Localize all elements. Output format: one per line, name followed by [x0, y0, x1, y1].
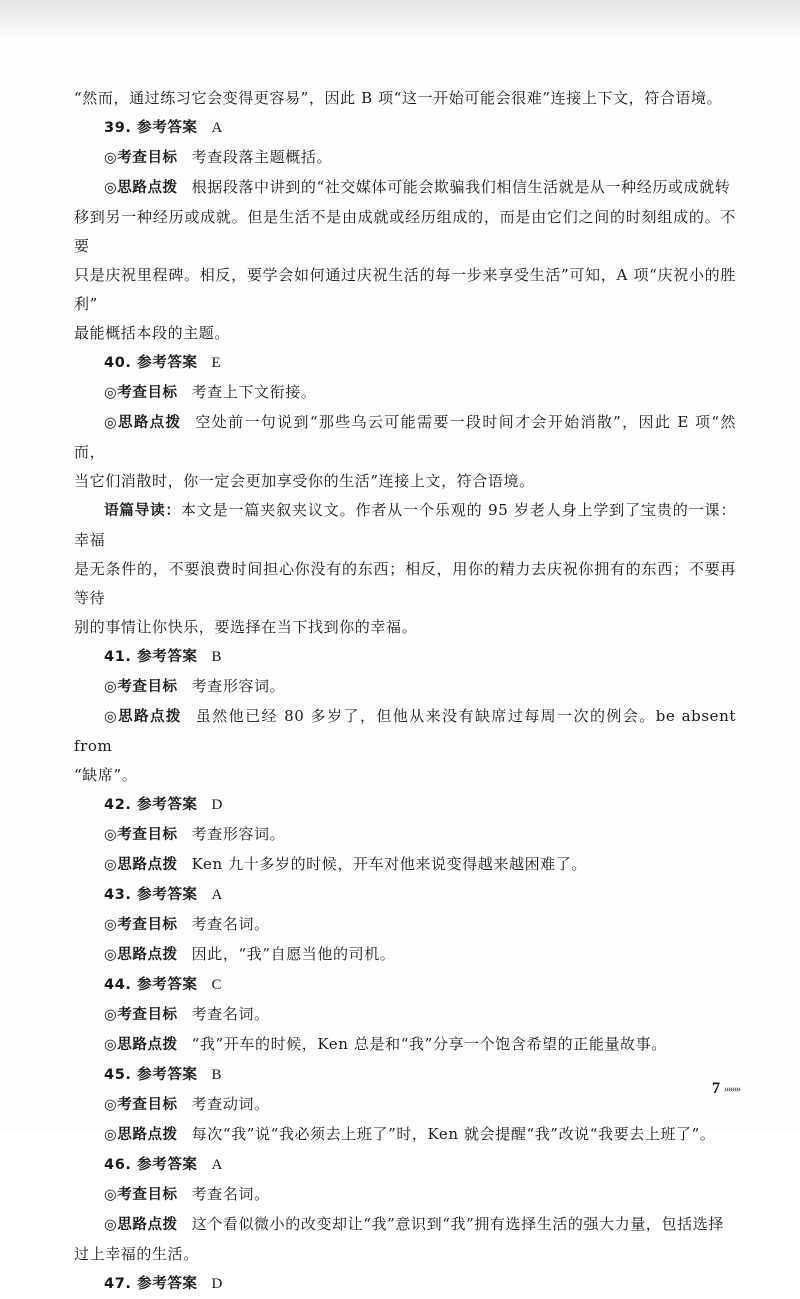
text-line: “然而，通过练习它会变得更容易”，因此 B 项“这一开始可能会很难”连接上下文，符合语境。: [74, 89, 723, 107]
text-line: “缺席”。: [74, 766, 138, 784]
tip-line-39: ◎思路点拨 根据段落中讲到的“社交媒体可能会欺骗我们相信生活就是从一种经历或成就转: [104, 178, 731, 196]
goal-line-42: ◎考查目标 考查形容词。: [104, 825, 286, 843]
answer-heading-43: 43. 参考答案 A: [104, 887, 223, 903]
goal-line-44: ◎考查目标 考查名词。: [104, 1005, 270, 1023]
goal-line-41: ◎考查目标 考查形容词。: [104, 677, 286, 695]
text-line: 当它们消散时，你一定会更加享受你的生活”连接上文，符合语境。: [74, 472, 535, 490]
answer-heading-41: 41. 参考答案 B: [104, 649, 223, 665]
text-line: 移到另一种经历或成就。但是生活不是由成就或经历组成的，而是由它们之间的时刻组成的。不要: [74, 208, 736, 255]
goal-line-39: ◎考查目标 考查段落主题概括。: [104, 148, 333, 166]
answer-heading-46: 46. 参考答案 A: [104, 1157, 223, 1173]
tip-line-45: ◎思路点拨 每次“我”说“我必须去上班了”时，Ken 就会提醒“我”改说“我要去上班了”。: [104, 1125, 716, 1143]
answer-heading-42: 42. 参考答案 D: [104, 797, 223, 813]
goal-line-40: ◎考查目标 考查上下文衔接。: [104, 383, 317, 401]
goal-line-46: ◎考查目标 考查名词。: [104, 1185, 270, 1203]
page-footer: [712, 1080, 740, 1098]
answer-heading-39: 39. 参考答案 A: [104, 120, 223, 136]
answer-heading-40: 40. 参考答案 E: [104, 355, 222, 371]
goal-line-43: ◎考查目标 考查名词。: [104, 915, 270, 933]
goal-line-45: ◎考查目标 考查动词。: [104, 1095, 270, 1113]
text-line: 别的事情让你快乐，要选择在当下找到你的幸福。: [74, 618, 418, 636]
passage-intro: 语篇导读：本文是一篇夹叙夹议文。作者从一个乐观的 95 岁老人身上学到了宝贵的一课：幸福: [74, 501, 737, 549]
answer-heading-45: 45. 参考答案 B: [104, 1067, 223, 1083]
tip-line-40: ◎思路点拨 空处前一句说到“那些乌云可能需要一段时间才会开始消散”，因此 E 项“然而，: [74, 413, 736, 461]
tip-line-43: ◎思路点拨 因此，“我”自愿当他的司机。: [104, 945, 396, 963]
page-number: 7: [712, 1080, 720, 1097]
tip-line-42: ◎思路点拨 Ken 九十多岁的时候，开车对他来说变得越来越困难了。: [104, 855, 587, 873]
text-line: 是无条件的，不要浪费时间担心你没有的东西；相反，用你的精力去庆祝你拥有的东西；不要再等待: [74, 560, 736, 607]
answer-heading-47: 47. 参考答案 D: [104, 1276, 223, 1292]
answer-heading-44: 44. 参考答案 C: [104, 977, 223, 993]
answer-key-body: [74, 84, 736, 1299]
tip-line-44: ◎思路点拨 “我”开车的时候，Ken 总是和“我”分享一个饱含希望的正能量故事。: [104, 1035, 667, 1053]
text-line: 最能概括本段的主题。: [74, 324, 231, 342]
text-line: 只是庆祝里程碑。相反，要学会如何通过庆祝生活的每一步来享受生活”可知，A 项“庆祝小的胜利”: [74, 266, 736, 313]
arrows-icon: »»»»: [724, 1083, 740, 1095]
tip-line-46: ◎思路点拨 这个看似微小的改变却让“我”意识到“我”拥有选择生活的强大力量，包括选择: [104, 1215, 724, 1233]
tip-line-41: ◎思路点拨 虽然他已经 80 多岁了，但他从来没有缺席过每周一次的例会。be absent from: [74, 707, 736, 755]
scan-edge-shadow: [0, 0, 800, 40]
text-line: 过上幸福的生活。: [74, 1245, 199, 1263]
